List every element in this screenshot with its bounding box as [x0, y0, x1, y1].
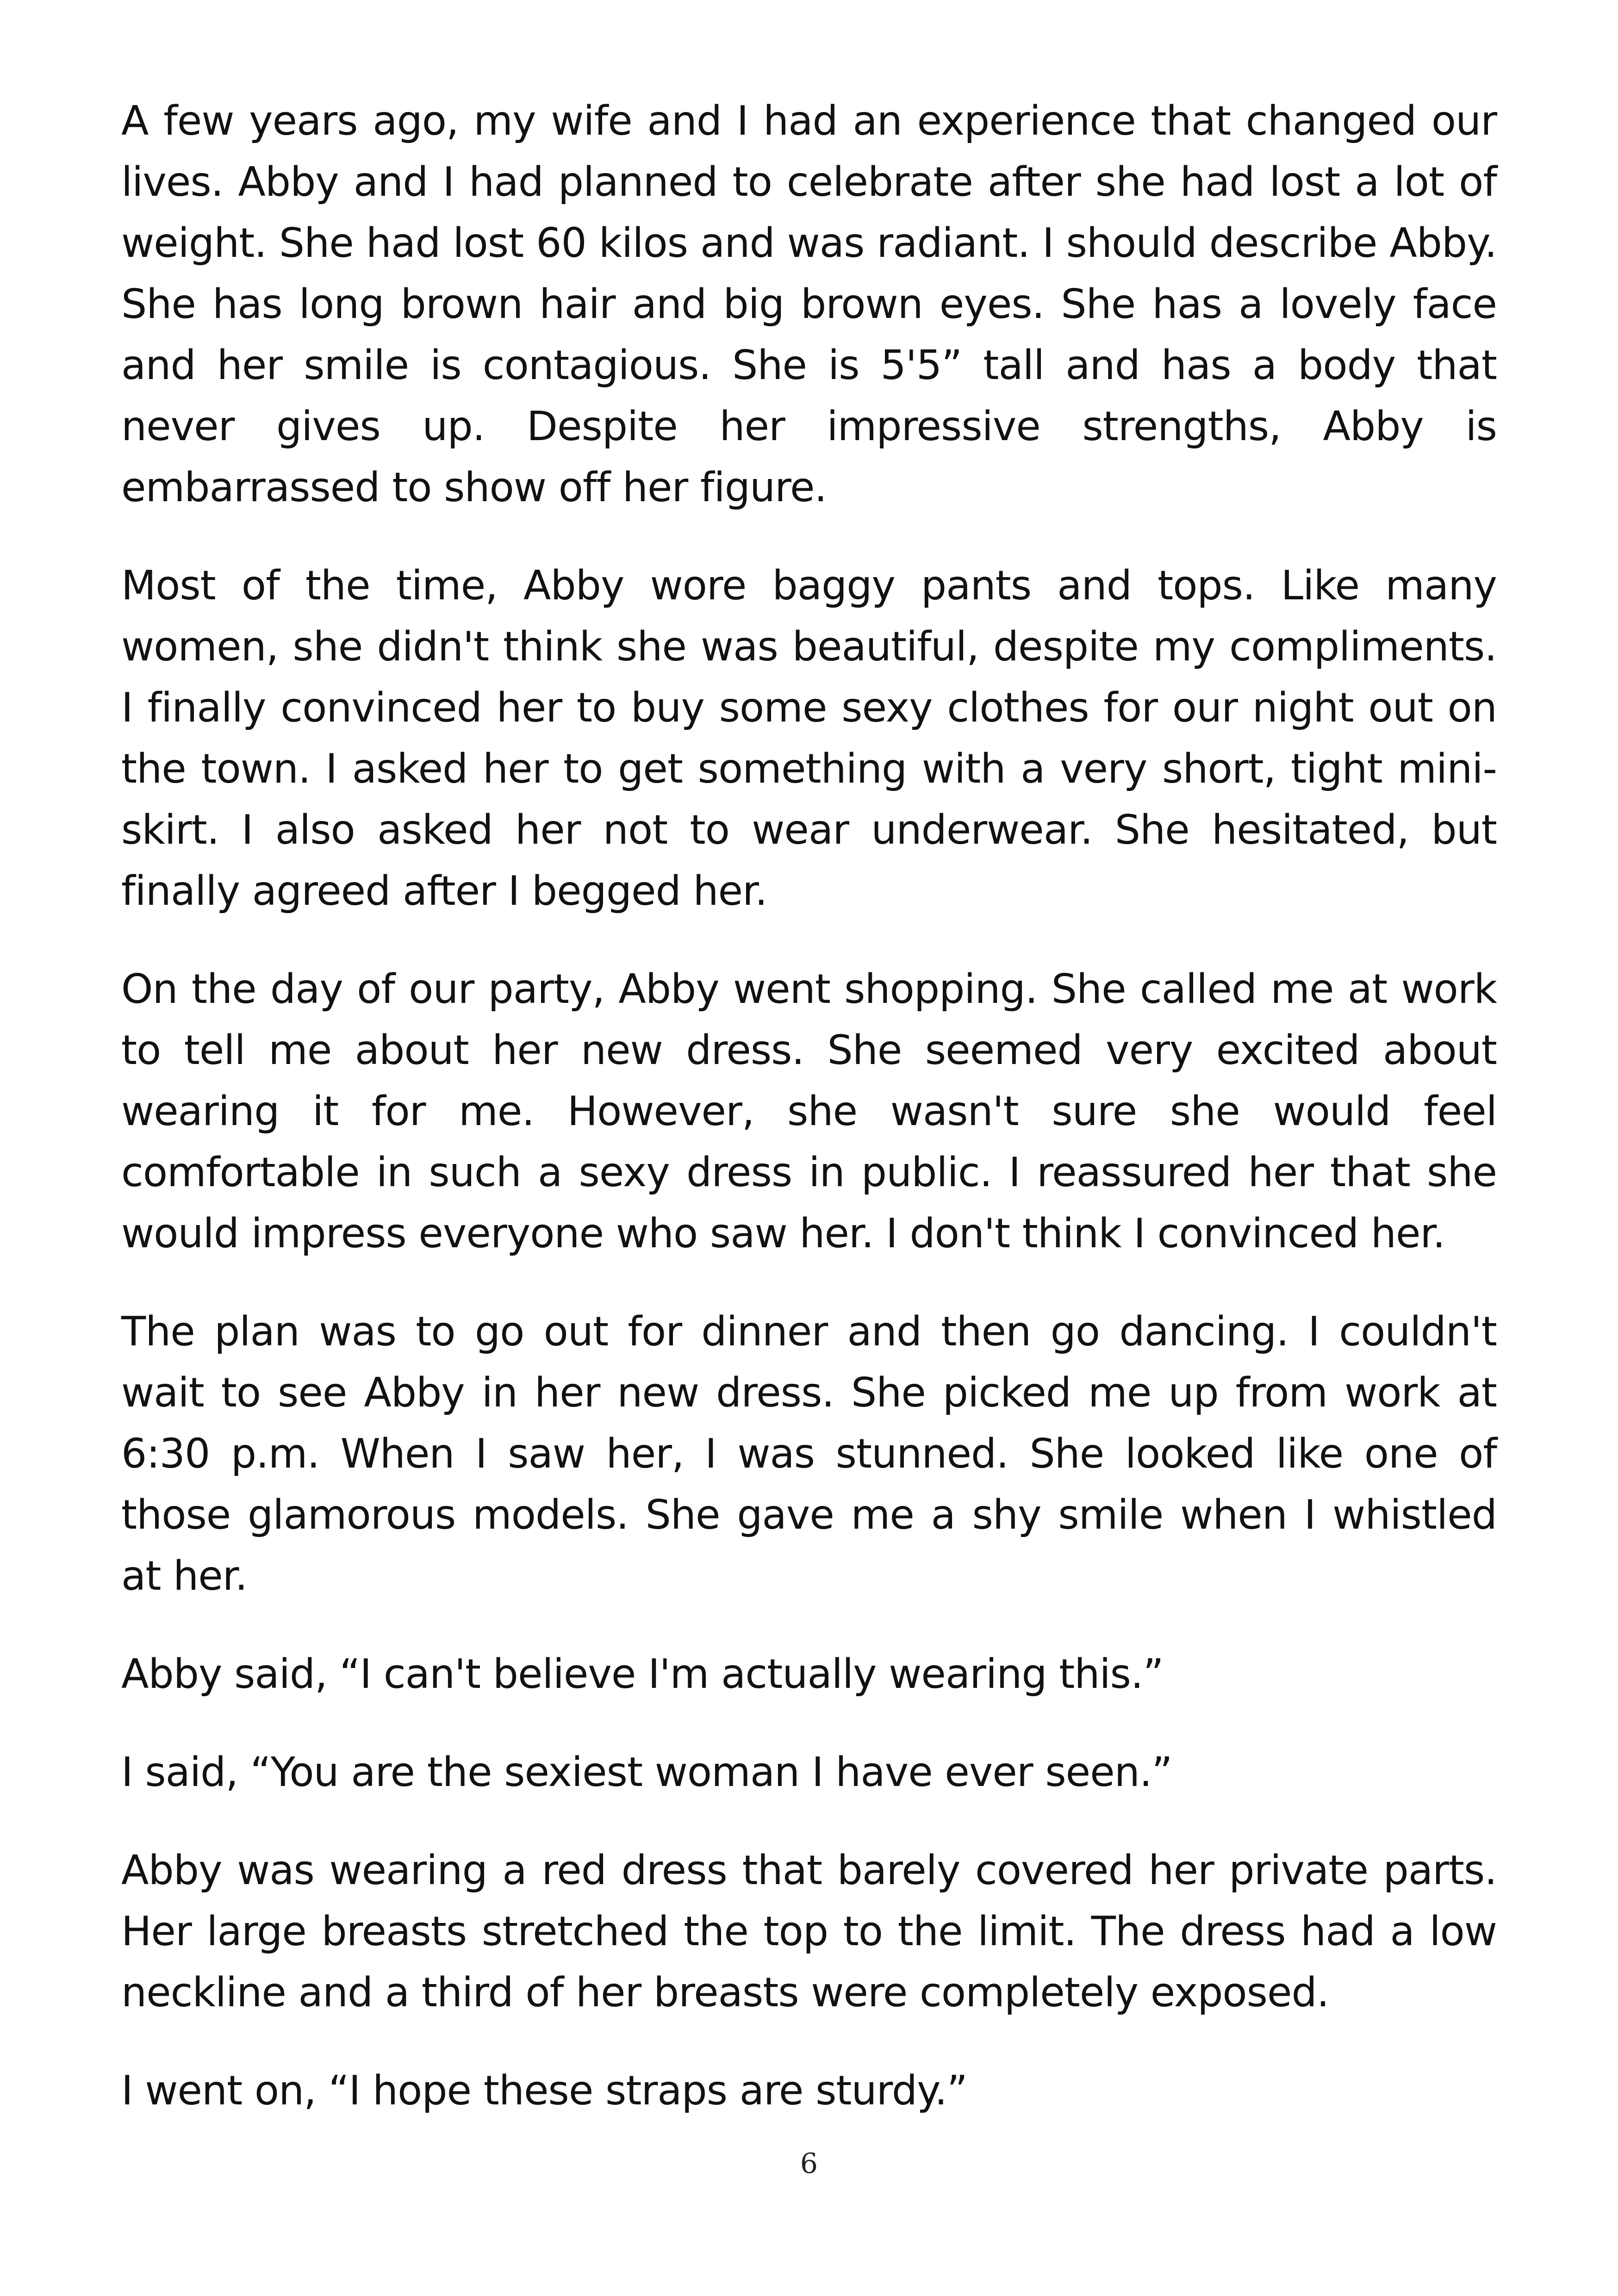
- paragraph-2: Most of the time, Abby wore baggy pants and tops. Like many women, she didn't think she was beautiful, despite my compliments. I finally convinced her to buy some sexy clothes for our night out on the town. I asked her to get something with a very short, tight mini-skirt. I also asked her not to wear underwear. She hesitated, but finally agreed after I begged her.: [121, 562, 1497, 915]
- paragraph-4: The plan was to go out for dinner and then go dancing. I couldn't wait to see Abby in her new dress. She picked me up from work at 6:30 p.m. When I saw her, I was stunned. She looked like one of those glamorous models. She gave me a shy smile when I whistled at her.: [121, 1308, 1497, 1599]
- paragraph-1: A few years ago, my wife and I had an experience that changed our lives. Abby and I had planned to celebrate after she had lost a lot of weight. She had lost 60 kilos and was radiant. I should describe Abby. She has long brown hair and big brown eyes. She has a lovely face and her smile is contagious. She is 5'5” tall and has a body that never gives up. Despite her impressive strengths, Abby is embarrassed to show off her figure.: [121, 97, 1497, 511]
- body-text: [121, 90, 1497, 2158]
- paragraph-7: Abby was wearing a red dress that barely covered her private parts. Her large breasts stretched the top to the limit. The dress had a low neckline and a third of her breasts were completely exposed.: [121, 1847, 1497, 2016]
- paragraph-3: On the day of our party, Abby went shopping. She called me at work to tell me about her new dress. She seemed very excited about wearing it for me. However, she wasn't sure she would feel comfortable in such a sexy dress in public. I reassured her that she would impress everyone who saw her. I don't think I convinced her.: [121, 965, 1497, 1257]
- paragraph-8: I went on, “I hope these straps are sturdy.”: [121, 2067, 967, 2114]
- paragraph-6: I said, “You are the sexiest woman I have ever seen.”: [121, 1748, 1172, 1796]
- page-number: 6: [800, 2147, 818, 2180]
- paragraph-5: Abby said, “I can't believe I'm actually wearing this.”: [121, 1650, 1164, 1698]
